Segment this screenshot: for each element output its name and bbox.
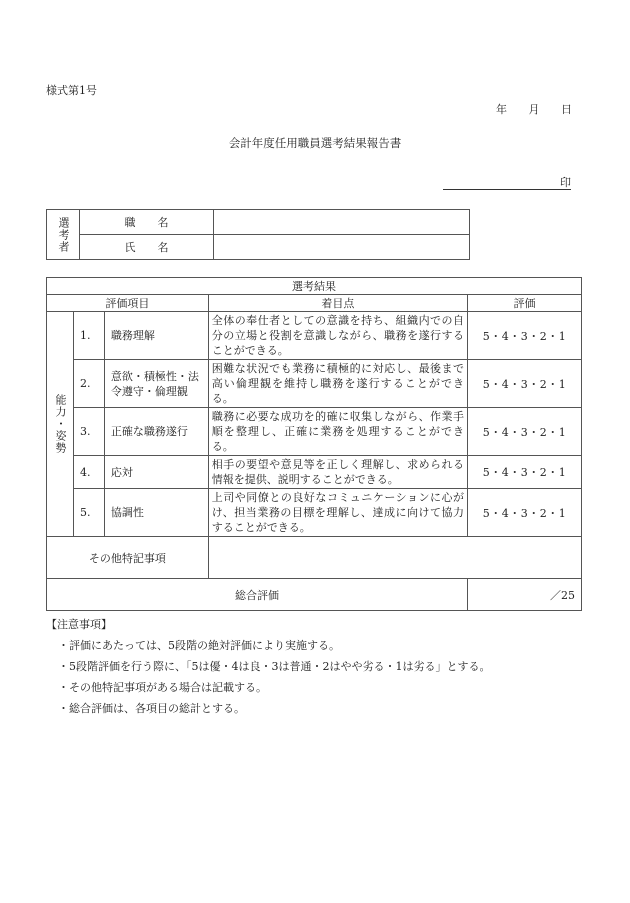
item-criteria: 相手の要望や意見等を正しく理解し、求められる情報を提供、説明することができる。	[208, 456, 467, 489]
col-header-rating: 評価	[468, 295, 582, 312]
item-number: 4.	[73, 456, 104, 489]
other-notes-label: その他特記事項	[47, 537, 209, 579]
item-rating[interactable]: 5・4・3・2・1	[468, 456, 582, 489]
item-name: 協調性	[104, 489, 208, 537]
date-year: 年	[496, 103, 507, 116]
date-month: 月	[528, 103, 540, 116]
position-field[interactable]	[214, 210, 470, 235]
table-row	[47, 312, 582, 360]
item-number: 1.	[73, 312, 104, 360]
name-label: 氏 名	[80, 235, 214, 260]
note-item: ・その他特記事項がある場合は記載する。	[58, 681, 267, 694]
item-criteria: 困難な状況でも業務に積極的に対応し、最後まで高い倫理観を維持し職務を遂行することができる。	[208, 360, 467, 408]
item-name: 職務理解	[104, 312, 208, 360]
candidate-side-label: 選考者	[57, 216, 70, 253]
other-notes-field[interactable]	[208, 537, 581, 579]
form-number: 様式第1号	[46, 84, 97, 97]
signature-line[interactable]	[443, 175, 571, 190]
item-rating[interactable]: 5・4・3・2・1	[468, 312, 582, 360]
item-rating[interactable]: 5・4・3・2・1	[468, 489, 582, 537]
name-field[interactable]	[214, 235, 470, 260]
note-item: ・評価にあたっては、5段階の絶対評価により実施する。	[58, 639, 340, 652]
total-label: 総合評価	[47, 579, 468, 611]
note-item: ・総合評価は、各項目の総計とする。	[58, 702, 245, 715]
notes-heading: 【注意事項】	[46, 618, 112, 631]
page-title: 会計年度任用職員選考結果報告書	[228, 136, 402, 150]
item-criteria: 全体の奉仕者としての意識を持ち、組織内での自分の立場と役割を意識しながら、職務を遂行することができる。	[208, 312, 467, 360]
result-table	[46, 277, 582, 611]
notes-section	[46, 614, 491, 719]
col-header-criteria: 着目点	[208, 295, 467, 312]
candidate-side-label-cell	[47, 210, 80, 260]
item-name: 意欲・積極性・法令遵守・倫理観	[104, 360, 208, 408]
table-row	[47, 456, 582, 489]
item-number: 3.	[73, 408, 104, 456]
item-number: 2.	[73, 360, 104, 408]
results-heading: 選考結果	[47, 278, 582, 295]
group-label: 能力・姿勢	[53, 394, 67, 454]
item-rating[interactable]: 5・4・3・2・1	[468, 408, 582, 456]
item-criteria: 上司や同僚との良好なコミュニケーションに心がけ、担当業務の目標を理解し、達成に向けて協力することができる。	[208, 489, 467, 537]
table-row	[47, 360, 582, 408]
item-criteria: 職務に必要な成功を的確に収集しながら、作業手順を整理し、正確に業務を処理することができる。	[208, 408, 467, 456]
table-row	[47, 408, 582, 456]
col-header-item: 評価項目	[47, 295, 209, 312]
date-day: 日	[561, 103, 572, 116]
group-label-cell	[47, 312, 74, 537]
total-value[interactable]: ／25	[468, 579, 582, 611]
item-rating[interactable]: 5・4・3・2・1	[468, 360, 582, 408]
date-line	[484, 101, 572, 117]
item-name: 正確な職務遂行	[104, 408, 208, 456]
seal-mark: 印	[560, 176, 571, 189]
candidate-table	[46, 209, 470, 260]
item-number: 5.	[73, 489, 104, 537]
item-name: 応対	[104, 456, 208, 489]
position-label: 職 名	[80, 210, 214, 235]
table-row	[47, 489, 582, 537]
note-item: ・5段階評価を行う際に、「5は優・4は良・3は普通・2はやや劣る・1は劣る」とする。	[58, 660, 491, 673]
